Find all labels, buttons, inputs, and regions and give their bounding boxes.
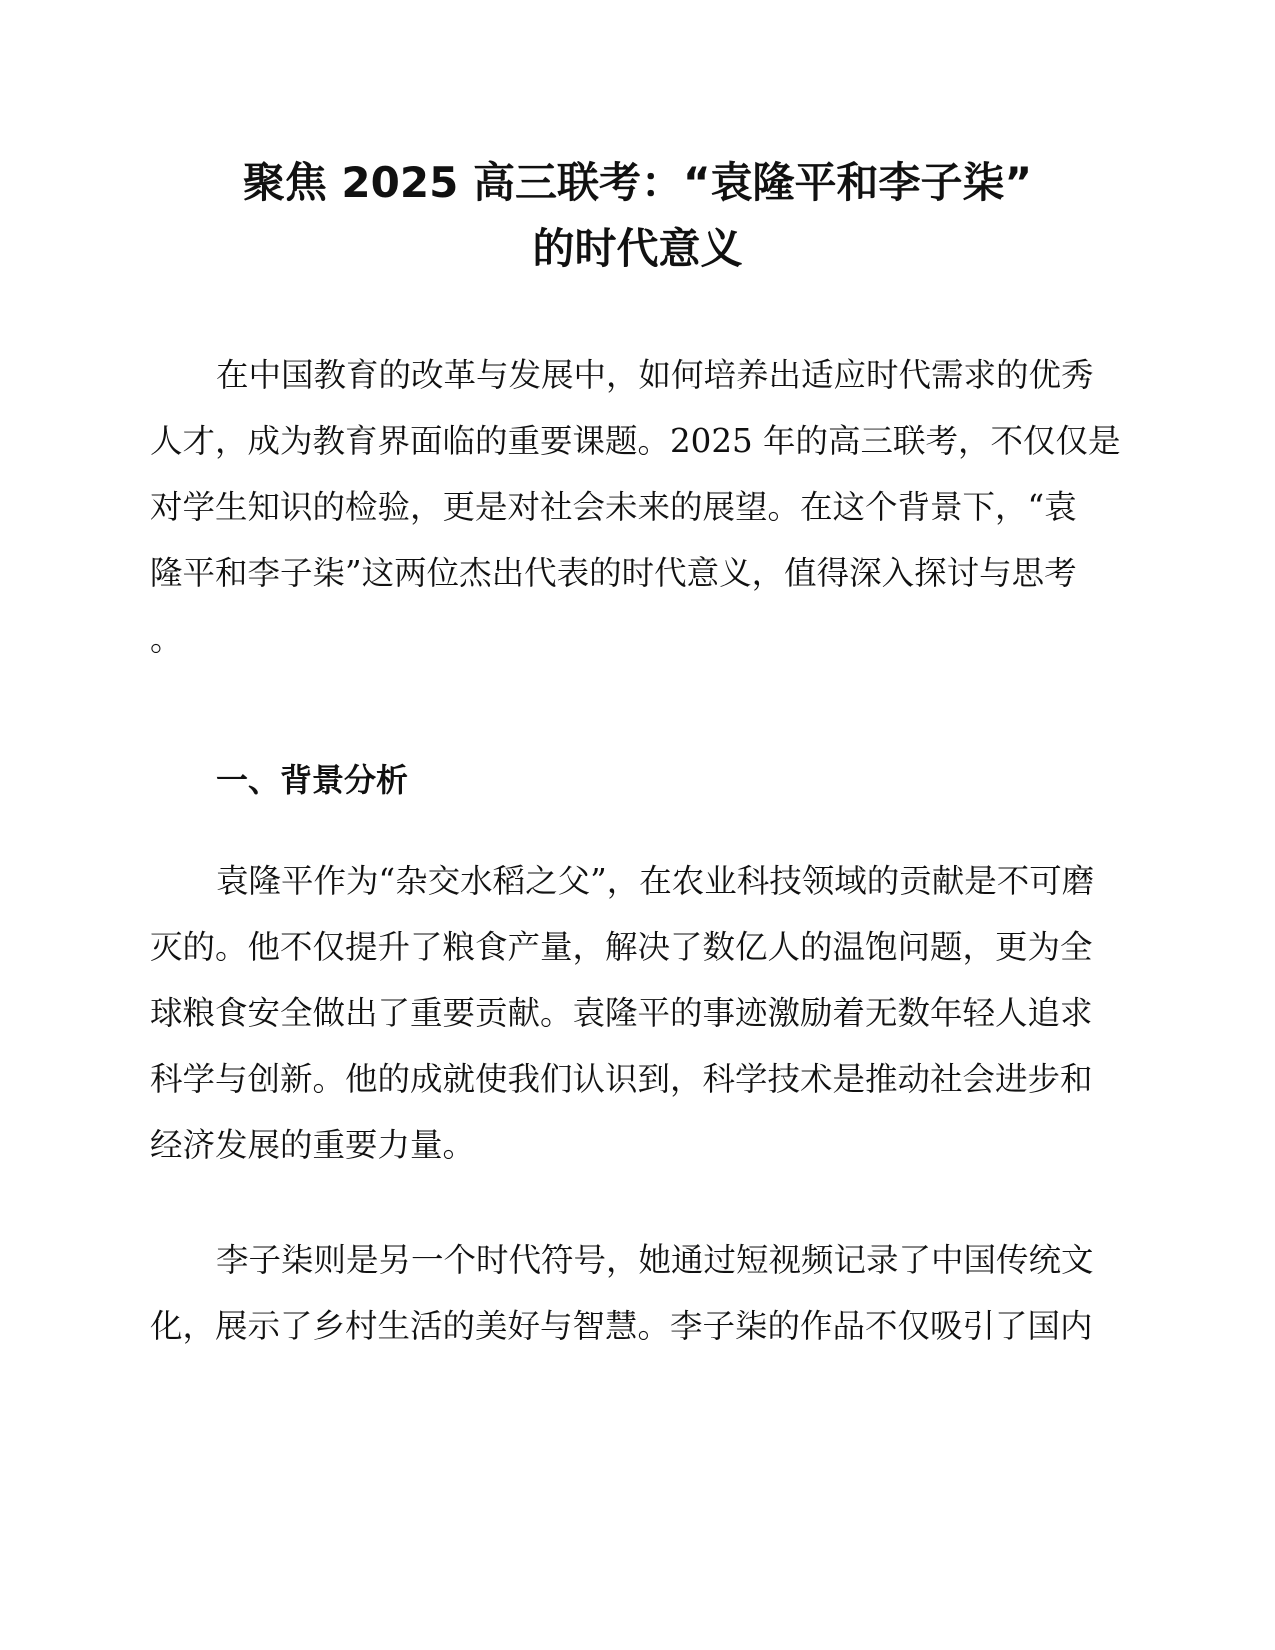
paragraph-line: 。 [150,620,183,658]
paragraph-line: 李子柒则是另一个时代符号，她通过短视频记录了中国传统文 [216,1241,1094,1279]
intro-paragraph [150,342,1125,672]
paragraph-line: 隆平和李子柒”这两位杰出代表的时代意义，值得深入探讨与思考 [150,554,1077,592]
title-line-2: 的时代意义 [532,224,743,273]
document-title [150,150,1125,282]
paragraph-line: 科学与创新。他的成就使我们认识到，科学技术是推动社会进步和 [150,1060,1093,1098]
yuan-longping-paragraph [150,848,1125,1178]
section-heading: 一、背景分析 [216,761,409,799]
title-line-1: 聚焦 2025 高三联考：“袁隆平和李子柒” [242,158,1033,207]
paragraph-line: 灭的。他不仅提升了粮食产量，解决了数亿人的温饱问题，更为全 [150,928,1093,966]
paragraph-line: 人才，成为教育界面临的重要课题。2025 年的高三联考，不仅仅是 [150,422,1121,460]
paragraph-line: 袁隆平作为“杂交水稻之父”，在农业科技领域的贡献是不可磨 [216,862,1095,900]
paragraph-line: 经济发展的重要力量。 [150,1126,476,1164]
li-ziqi-paragraph [150,1227,1125,1359]
paragraph-line: 对学生知识的检验，更是对社会未来的展望。在这个背景下，“袁 [150,488,1077,526]
paragraph-line: 在中国教育的改革与发展中，如何培养出适应时代需求的优秀 [216,356,1094,394]
paragraph-line: 球粮食安全做出了重要贡献。袁隆平的事迹激励着无数年轻人追求 [150,994,1093,1032]
paragraph-line: 化，展示了乡村生活的美好与智慧。李子柒的作品不仅吸引了国内 [150,1307,1093,1345]
